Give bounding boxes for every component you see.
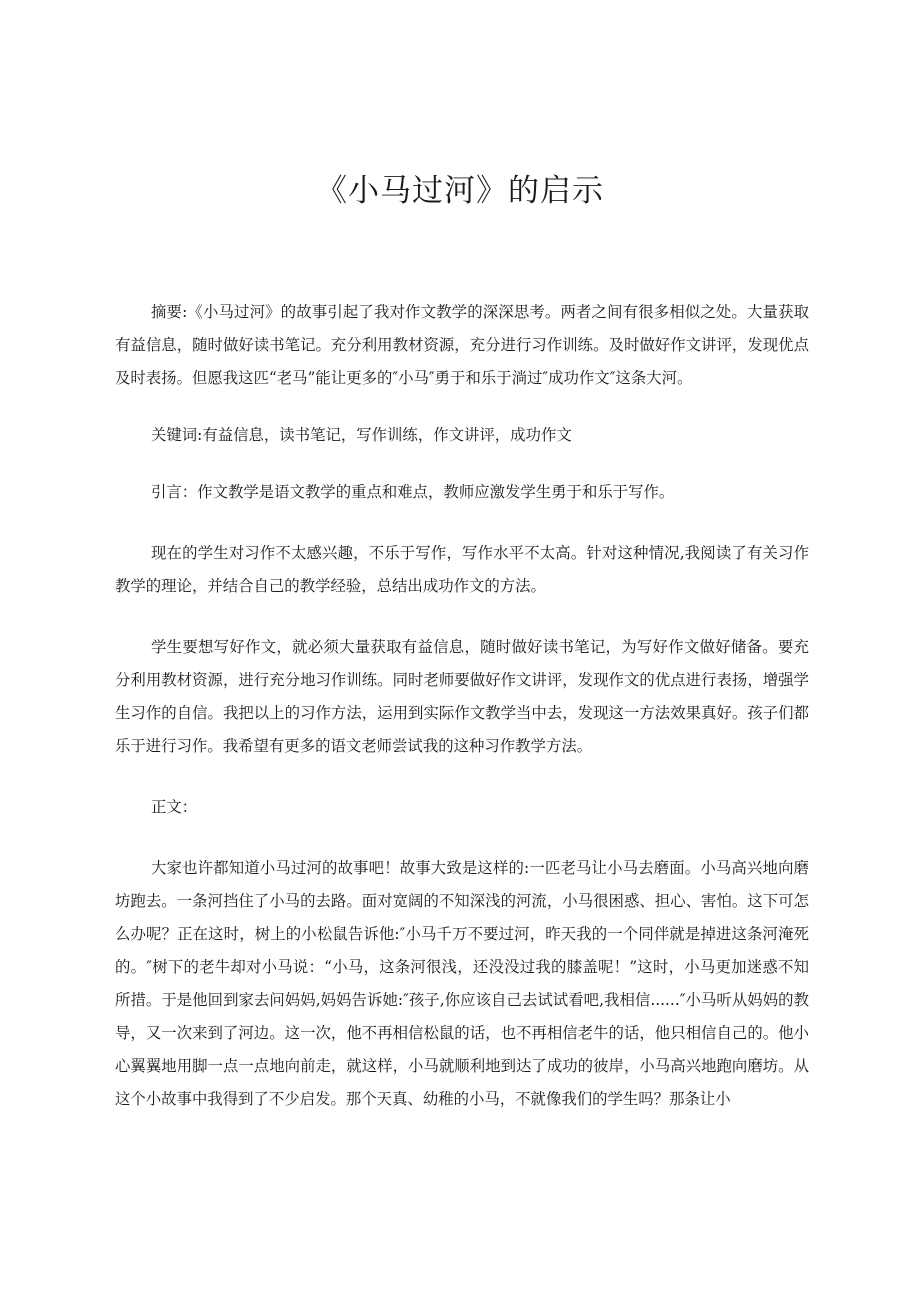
intro-paragraph: 引言：作文教学是语文教学的重点和难点，教师应激发学生勇于和乐于写作。 <box>151 483 675 501</box>
body-paragraph-1: 现在的学生对习作不太感兴趣，不乐于写作，写作水平不太高。针对这种情况,我阅读了有关习作教学的理论，并结合自己的教学经验，总结出成功作文的方法。 <box>115 544 809 595</box>
body-paragraph-3: 大家也许都知道小马过河的故事吧！故事大致是这样的:一匹老马让小马去磨面。小马高兴地向磨坊跑去。一条河挡住了小马的去路。面对宽阔的不知深浅的河流，小马很困惑、担心、害怕。这下可怎么办呢？正在这时，树上的小松鼠告诉他:″小马千万不要过河，昨天我的一个同伴就是掉进这条河淹死的。″树下的老牛却对小马说：“小马，这条河很浅，还没没过我的膝盖呢！”这时，小马更加迷惑不知所措。于是他回到家去问妈妈,妈妈告诉她:″孩子,你应该自己去试试看吧,我相信......″小马听从妈妈的教导，又一次来到了河边。这一次，他不再相信松鼠的话，也不再相信老牛的话，他只相信自己的。他小心翼翼地用脚一点一点地向前走，就这样，小马就顺利地到达了成功的彼岸，小马高兴地跑向磨坊。从这个小故事中我得到了不少启发。那个天真、幼稚的小马，不就像我们的学生吗？那条让小 <box>115 859 809 1108</box>
document-body <box>115 296 809 1116</box>
abstract-paragraph: 摘要:《小马过河》的故事引起了我对作文教学的深深思考。两者之间有很多相似之处。大量获取有益信息，随时做好读书笔记。充分利用教材资源，充分进行习作训练。及时做好作文讲评，发现优点及时表扬。但愿我这匹“老马”能让更多的″小马″勇于和乐于淌过″成功作文″这条大河。 <box>115 303 809 387</box>
document-title: 《小马过河》的启示 <box>316 173 604 209</box>
body-heading: 正文： <box>151 798 198 816</box>
body-paragraph-2: 学生要想写好作文，就必须大量获取有益信息，随时做好读书笔记，为写好作文做好储备。要充分利用教材资源，进行充分地习作训练。同时老师要做好作文讲评，发现作文的优点进行表扬，增强学生习作的自信。我把以上的习作方法，运用到实际作文教学当中去，发现这一方法效果真好。孩子们都乐于进行习作。我希望有更多的语文老师尝试我的这种习作教学方法。 <box>115 638 809 755</box>
keywords-paragraph: 关键词:有益信息，读书笔记，写作训练，作文讲评，成功作文 <box>151 426 572 444</box>
